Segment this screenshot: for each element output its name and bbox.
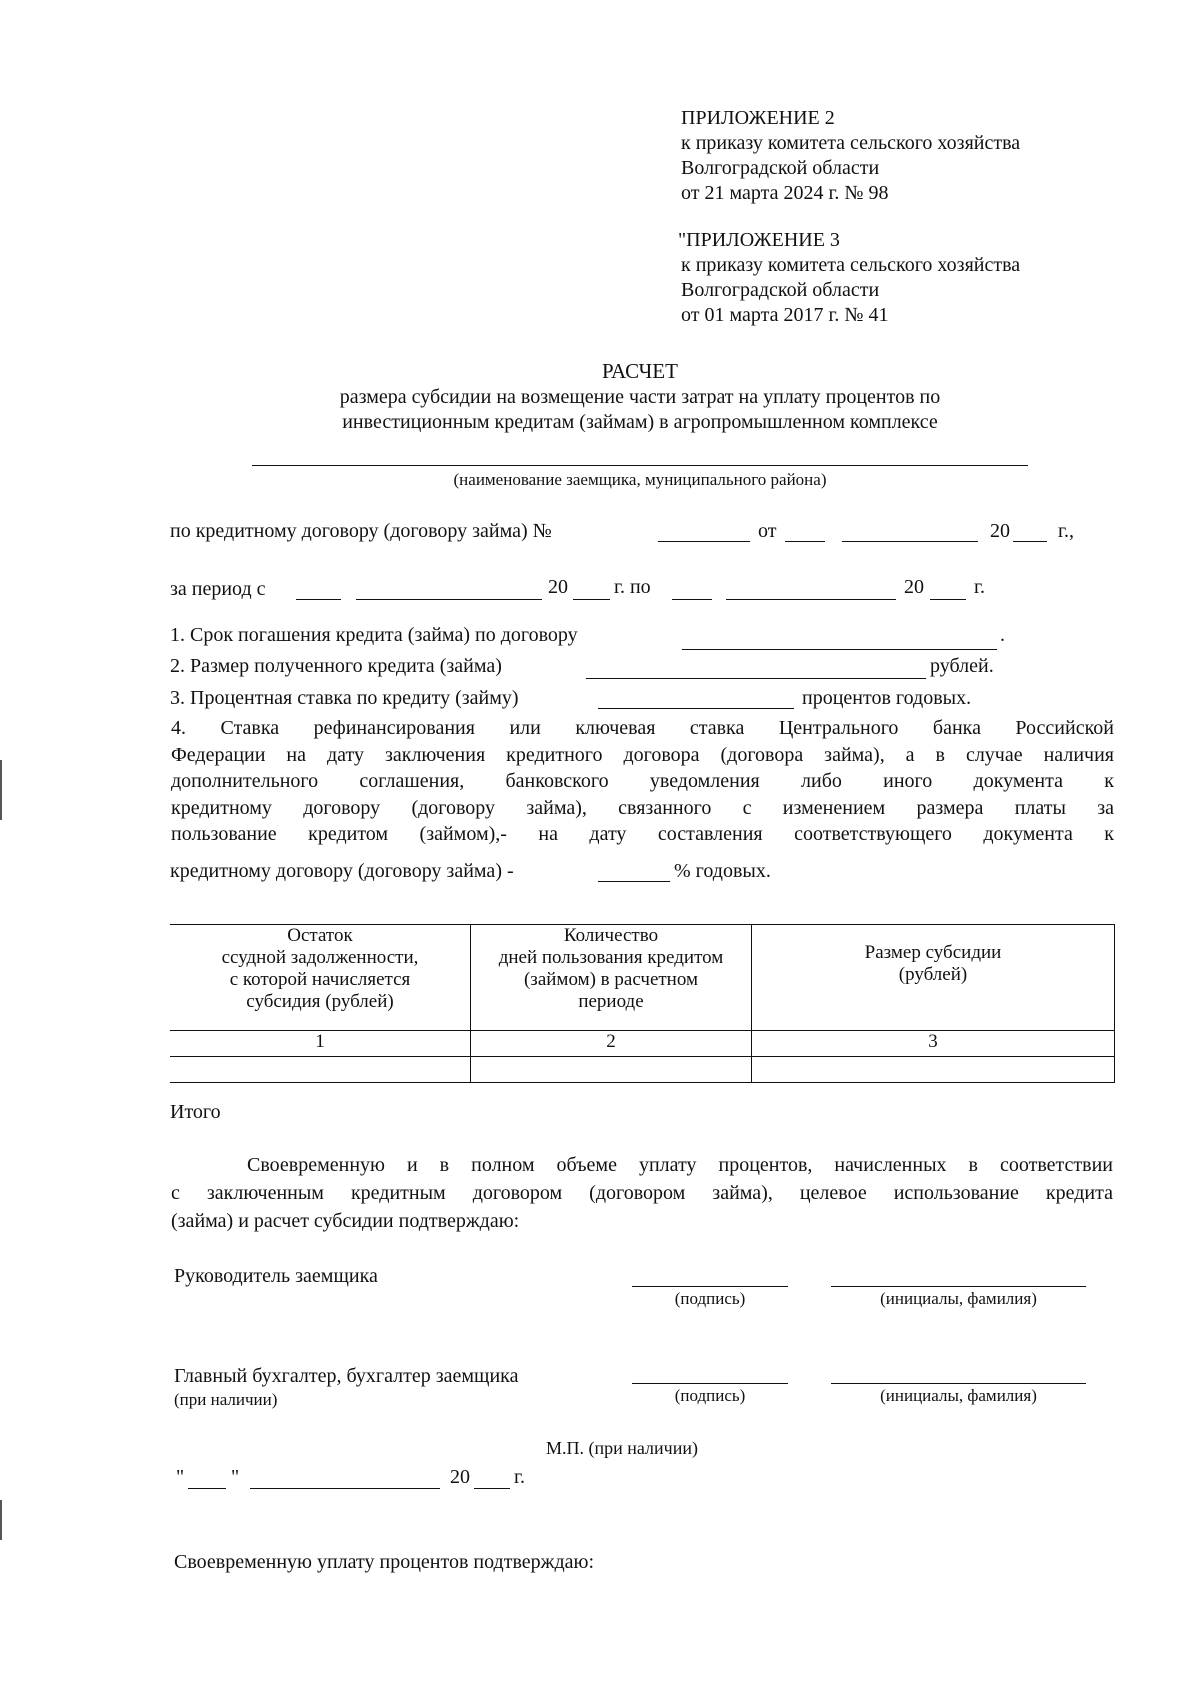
table-number-row (170, 1031, 1115, 1057)
accountant-label: Главный бухгалтер, бухгалтер заемщика (174, 1365, 519, 1387)
confirmation-line3: (займа) и расчет субсидии подтверждаю: (171, 1210, 520, 1232)
period-end-year-prefix: 20 (904, 576, 924, 598)
table-header-col2: Количество дней пользования кредитом (займом) в расчетном периоде (471, 925, 752, 1031)
annex2-line2: Волгоградской области (681, 157, 880, 179)
contract-month-field[interactable] (842, 541, 978, 542)
table-row (170, 1057, 1115, 1083)
item4-end: % годовых. (674, 860, 771, 882)
accountant-name-caption: (инициалы, фамилия) (880, 1386, 1037, 1405)
item3-label: 3. Процентная ставка по кредиту (займу) (170, 687, 519, 709)
period-end-month-field[interactable] (726, 599, 896, 600)
contract-year-prefix: 20 (990, 520, 1010, 542)
date-month-field[interactable] (250, 1488, 440, 1489)
final-confirmation: Своевременную уплату процентов подтверждаю: (174, 1551, 595, 1573)
item2-label: 2. Размер полученного кредита (займа) (170, 655, 502, 677)
scan-edge-mark (0, 1500, 2, 1540)
item4-line: дополнительного соглашения, банковского уведомления либо иного документа к (171, 770, 1114, 792)
document-subtitle-line2: инвестиционным кредитам (займам) в агропромышленном комплексе (342, 411, 938, 433)
annex3-title: "ПРИЛОЖЕНИЕ 3 (678, 229, 840, 251)
confirmation-line2: с заключенным кредитным договором (договором займа), целевое использование кредита (171, 1182, 1113, 1204)
item4-last-line: кредитному договору (договору займа) - (170, 860, 514, 882)
document-title: РАСЧЕТ (602, 359, 678, 383)
item4-line: пользование кредитом (займом),- на дату составления соответствующего документа к (171, 823, 1114, 845)
contract-number-field[interactable] (658, 541, 750, 542)
period-start-month-field[interactable] (356, 599, 542, 600)
scan-edge-mark (0, 760, 2, 820)
borrower-name-field[interactable] (252, 465, 1028, 466)
head-signature-caption: (подпись) (674, 1289, 746, 1308)
period-start-year-field[interactable] (573, 599, 610, 600)
date-year-suffix: г. (514, 1466, 525, 1488)
table-col-number: 2 (471, 1031, 752, 1057)
table-cell[interactable] (752, 1057, 1115, 1083)
date-day-field[interactable] (188, 1488, 226, 1489)
table-cell[interactable] (471, 1057, 752, 1083)
accountant-signature-field[interactable] (632, 1383, 788, 1384)
annex3-line3: от 01 марта 2017 г. № 41 (681, 304, 889, 326)
item3-end: процентов годовых. (802, 687, 972, 709)
contract-day-field[interactable] (785, 541, 825, 542)
head-signature-field[interactable] (632, 1286, 788, 1287)
period-to-label: г. по (614, 576, 651, 598)
head-name-caption: (инициалы, фамилия) (880, 1289, 1037, 1308)
table-col-number: 3 (752, 1031, 1115, 1057)
annex3-line2: Волгоградской области (681, 279, 880, 301)
period-start-year-prefix: 20 (548, 576, 568, 598)
item4-line: 4. Ставка рефинансирования или ключевая ставка Центрального банка Российской (171, 717, 1114, 739)
document-subtitle-line1: размера субсидии на возмещение части затрат на уплату процентов по (339, 386, 941, 408)
item4-rate-field[interactable] (598, 881, 670, 882)
annex2-line3: от 21 марта 2024 г. № 98 (681, 182, 889, 204)
stamp-label: М.П. (при наличии) (546, 1438, 698, 1458)
item4-line: кредитному договору (договору займа), связанного с изменением размера платы за (171, 796, 1114, 819)
item2-field[interactable] (586, 678, 926, 679)
date-quote-open: " (176, 1466, 185, 1488)
head-label: Руководитель заемщика (174, 1265, 378, 1287)
date-quote-close: " (231, 1466, 240, 1488)
table-header-row (170, 925, 1115, 1031)
contract-line-prefix: по кредитному договору (договору займа) № (170, 520, 552, 542)
head-name-field[interactable] (831, 1286, 1086, 1287)
item1-end: . (1000, 624, 1005, 646)
annex3-line1: к приказу комитета сельского хозяйства (681, 254, 1021, 276)
table-header-col1: Остаток ссудной задолженности, с которой начисляется субсидия (рублей) (170, 925, 471, 1031)
date-year-field[interactable] (474, 1488, 510, 1489)
item3-field[interactable] (598, 708, 794, 709)
table-col-number: 1 (170, 1031, 471, 1057)
accountant-name-field[interactable] (831, 1383, 1086, 1384)
item4-paragraph (171, 715, 1114, 848)
borrower-caption: (наименование заемщика, муниципального района) (453, 470, 827, 489)
table-header-col3: Размер субсидии (рублей) (752, 925, 1115, 1031)
total-label: Итого (170, 1101, 221, 1123)
confirmation-line1: Своевременную и в полном объеме уплату процентов, начисленных в соответствии (247, 1154, 1113, 1176)
item4-line: Федерации на дату заключения кредитного договора (договора займа), а в случае наличия (171, 743, 1114, 766)
annex2-line1: к приказу комитета сельского хозяйства (681, 132, 1021, 154)
contract-from-label: от (758, 520, 777, 542)
item1-label: 1. Срок погашения кредита (займа) по договору (170, 624, 578, 646)
item1-field[interactable] (682, 649, 997, 650)
period-end-day-field[interactable] (672, 599, 712, 600)
period-end-year-field[interactable] (930, 599, 966, 600)
contract-year-suffix: г., (1058, 520, 1074, 542)
accountant-note: (при наличии) (174, 1390, 278, 1409)
table-cell[interactable] (170, 1057, 471, 1083)
period-end-year-suffix: г. (974, 576, 985, 598)
accountant-signature-caption: (подпись) (674, 1386, 746, 1405)
period-start-day-field[interactable] (296, 599, 341, 600)
subsidy-table (170, 924, 1115, 1083)
item2-end: рублей. (930, 655, 994, 677)
annex2-title: ПРИЛОЖЕНИЕ 2 (681, 107, 835, 129)
period-line-prefix: за период с (170, 578, 266, 600)
date-year-prefix: 20 (450, 1466, 470, 1488)
contract-year-field[interactable] (1013, 541, 1047, 542)
